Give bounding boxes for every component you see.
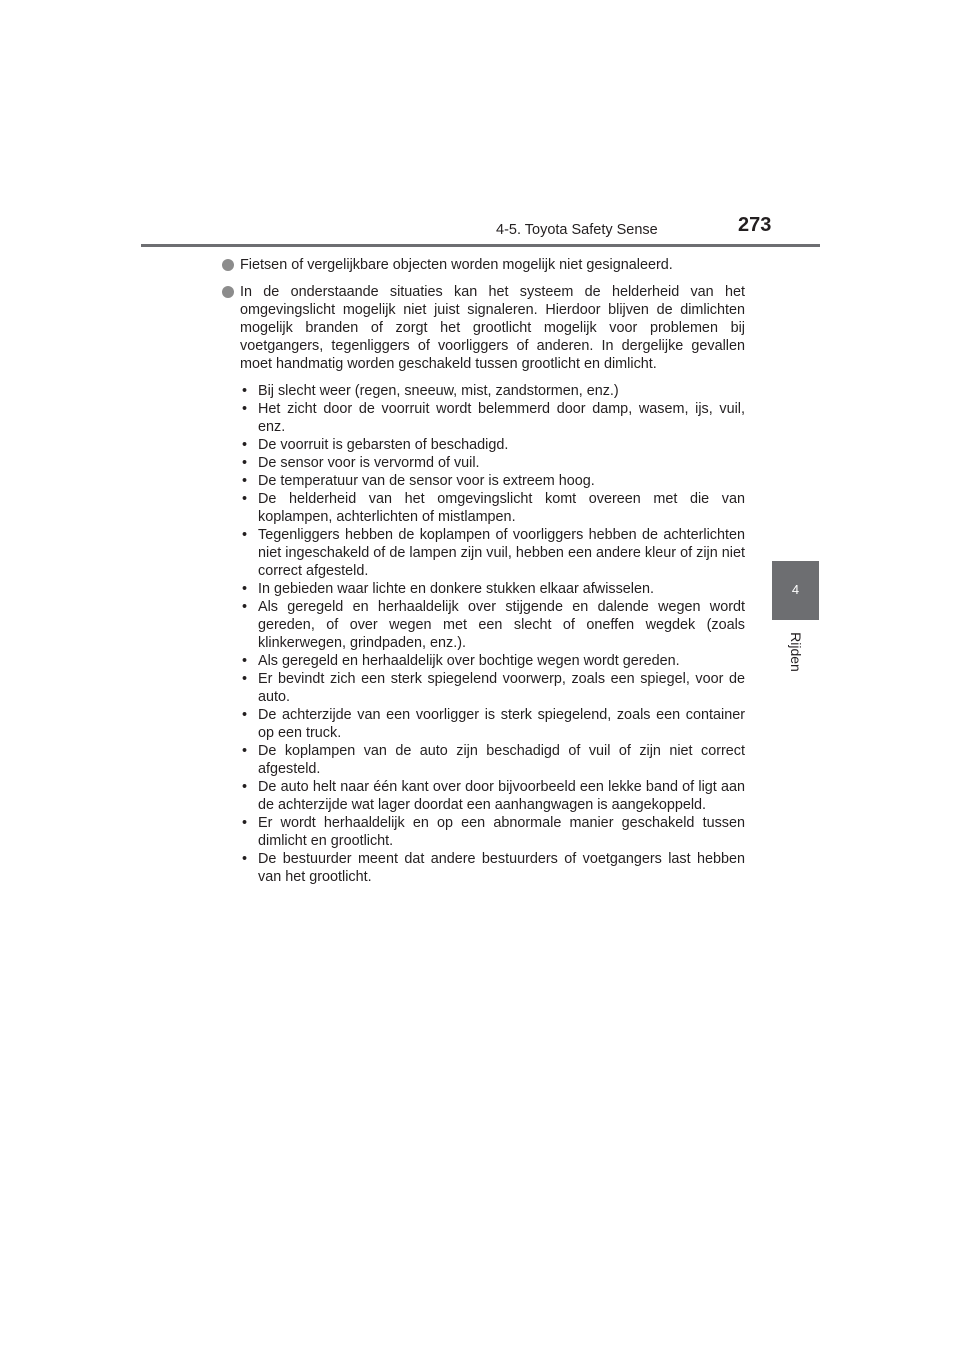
chapter-number: 4 bbox=[791, 582, 800, 597]
chapter-label-container bbox=[772, 622, 819, 682]
header-divider bbox=[141, 244, 820, 247]
chapter-label: Rijden bbox=[787, 632, 804, 672]
page-number: 273 bbox=[738, 214, 772, 236]
list-item: • De voorruit is gebarsten of beschadigd. bbox=[240, 436, 745, 454]
list-item: • Als geregeld en herhaaldelijk over stijgende en dalende wegen wordt gereden, of over wegen met een slecht of oneffen wegdek (zoals klinkerwegen, grindpaden, enz.). bbox=[240, 598, 745, 652]
bullet-dot-icon bbox=[222, 286, 234, 298]
situation-list bbox=[222, 382, 745, 886]
list-item: • Het zicht door de voorruit wordt belemmerd door damp, wasem, ijs, vuil, enz. bbox=[240, 400, 745, 436]
chapter-tab bbox=[772, 561, 819, 620]
list-item: • De temperatuur van de sensor voor is extreem hoog. bbox=[240, 472, 745, 490]
list-item: • De koplampen van de auto zijn beschadigd of vuil of zijn niet correct afgesteld. bbox=[240, 742, 745, 778]
list-item: • Als geregeld en herhaaldelijk over bochtige wegen wordt gereden. bbox=[240, 652, 745, 670]
list-item: • De helderheid van het omgevingslicht komt overeen met die van koplampen, achterlichten of mistlampen. bbox=[240, 490, 745, 526]
bullet-item bbox=[222, 283, 745, 373]
list-item: • De bestuurder meent dat andere bestuurders of voetgangers last hebben van het grootlicht. bbox=[240, 850, 745, 886]
list-item: • De achterzijde van een voorligger is sterk spiegelend, zoals een container op een truck. bbox=[240, 706, 745, 742]
bullet-item bbox=[222, 256, 745, 274]
list-item: • Tegenliggers hebben de koplampen of voorliggers hebben de achterlichten niet ingeschakeld of de lampen zijn vuil, hebben een andere kleur of zijn niet correct afgesteld. bbox=[240, 526, 745, 580]
list-item: • Er bevindt zich een sterk spiegelend voorwerp, zoals een spiegel, voor de auto. bbox=[240, 670, 745, 706]
list-item: • Bij slecht weer (regen, sneeuw, mist, zandstormen, enz.) bbox=[240, 382, 745, 400]
main-content bbox=[222, 256, 745, 886]
list-item: • De auto helt naar één kant over door bijvoorbeeld een lekke band of ligt aan de achterzijde wat lager doordat een aanhangwagen is aangekoppeld. bbox=[240, 778, 745, 814]
bullet-text: In de onderstaande situaties kan het systeem de helderheid van het omgevingslicht mogelijk niet juist signaleren. Hierdoor blijven de dimlichten mogelijk branden of zorgt het grootlicht mogelijk voor problemen bij voetgangers, tegenliggers of voorliggers of anderen. In dergelijke gevallen moet handmatig worden geschakeld tussen grootlicht en dimlicht. bbox=[240, 284, 745, 372]
bullet-dot-icon bbox=[222, 259, 234, 271]
list-item: • De sensor voor is vervormd of vuil. bbox=[240, 454, 745, 472]
list-item: • Er wordt herhaaldelijk en op een abnormale manier geschakeld tussen dimlicht en grootlicht. bbox=[240, 814, 745, 850]
list-item: • In gebieden waar lichte en donkere stukken elkaar afwisselen. bbox=[240, 580, 745, 598]
bullet-text: Fietsen of vergelijkbare objecten worden mogelijk niet gesignaleerd. bbox=[240, 257, 673, 273]
section-title: 4-5. Toyota Safety Sense bbox=[496, 222, 658, 238]
